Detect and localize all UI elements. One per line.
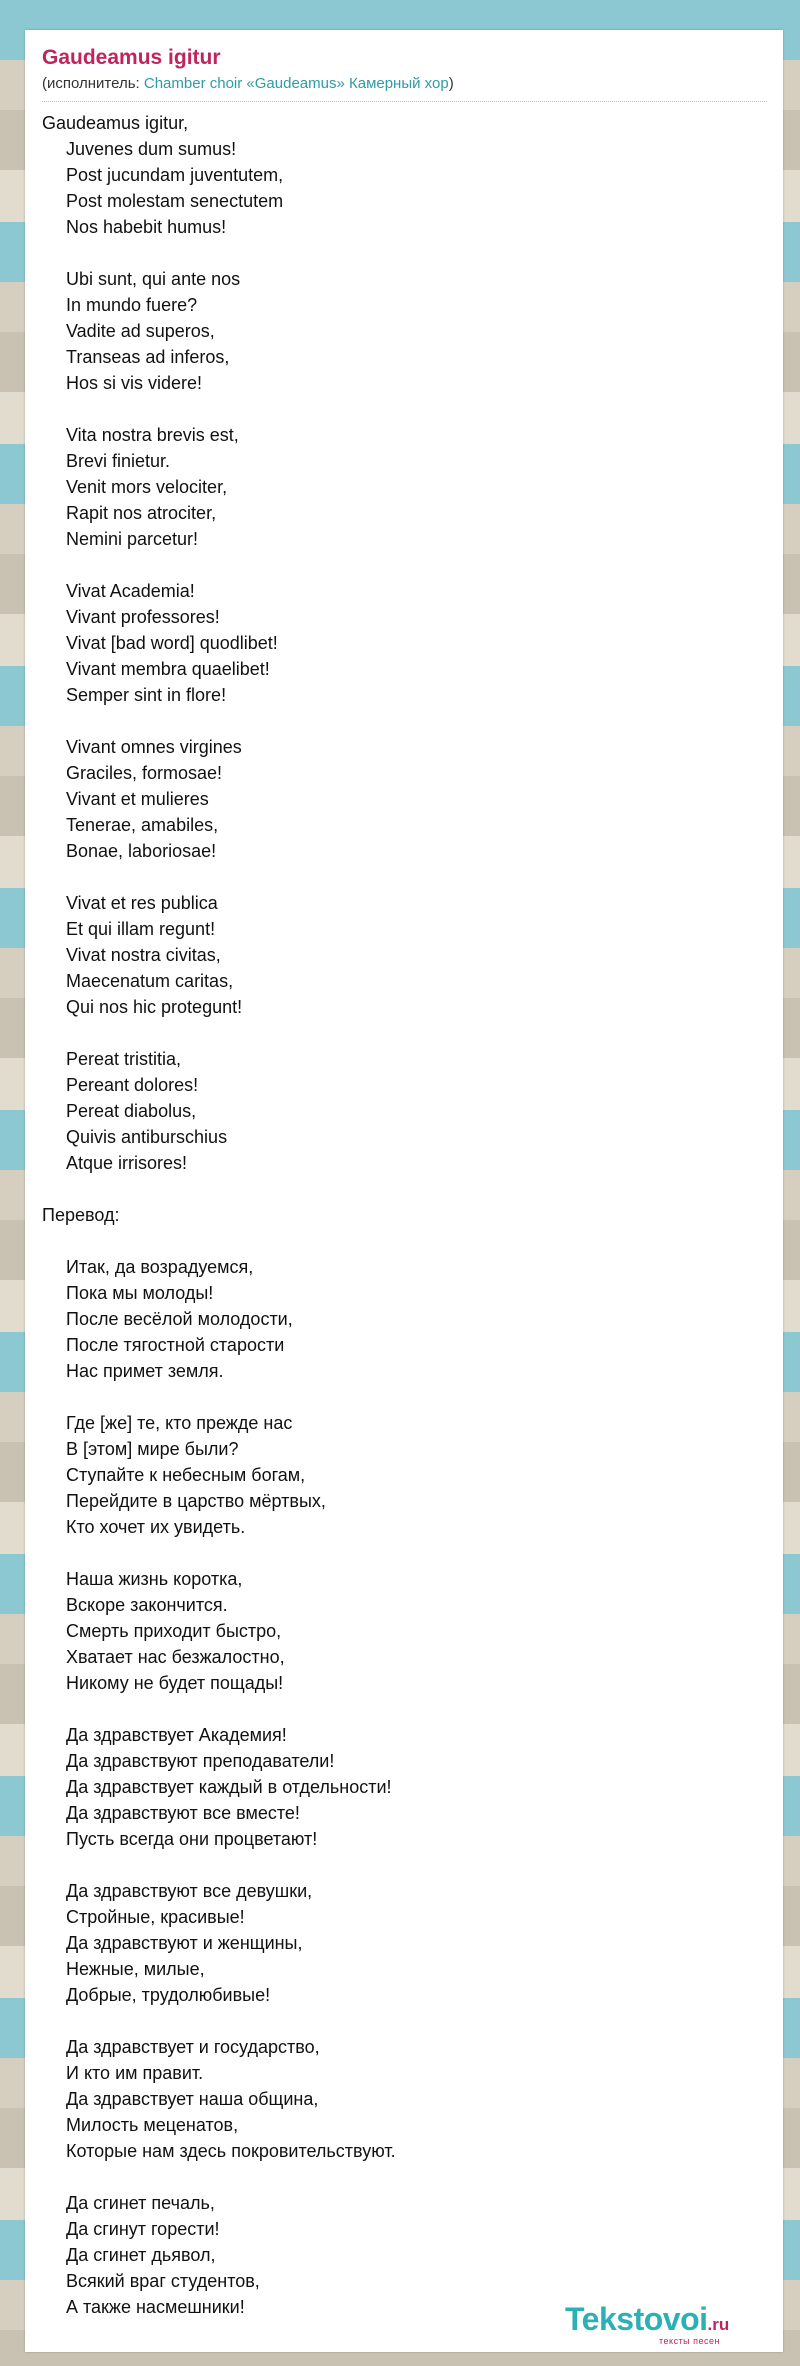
lyric-line: Post molestam senectutem [66, 191, 284, 211]
lyric-line: Кто хочет их увидеть. [66, 1517, 246, 1537]
stanza-gap [42, 708, 783, 734]
lyric-line: Да здравствует наша община, [66, 2089, 319, 2109]
lyric-line: Vivant professores! [66, 607, 220, 627]
stanza-gap [42, 864, 783, 890]
lyric-line: Да здравствуют все девушки, [66, 1881, 313, 1901]
lyric-line: Пока мы молоды! [66, 1283, 214, 1303]
logo-tld: .ru [707, 2315, 730, 2334]
site-logo[interactable] [565, 2301, 765, 2346]
lyric-line: Vivant et mulieres [66, 789, 209, 809]
performer-line [42, 74, 767, 94]
lyric-line: Да здравствуют все вместе! [66, 1803, 300, 1823]
lyric-line: Пусть всегда они процветают! [66, 1829, 318, 1849]
performer-suffix: ) [448, 75, 454, 92]
lyric-line: Atque irrisores! [66, 1153, 188, 1173]
lyric-line: Где [же] те, кто прежде нас [66, 1413, 293, 1433]
lyric-line: Vadite ad superos, [66, 321, 215, 341]
lyric-line: Maecenatum caritas, [66, 971, 234, 991]
stanza-gap [42, 1696, 783, 1722]
lyric-line: Tenerae, amabiles, [66, 815, 219, 835]
lyric-line: Да здравствует Академия! [66, 1725, 287, 1745]
lyric-line: Vivat et res publica [66, 893, 218, 913]
stanza-gap [42, 2164, 783, 2190]
lyric-line: Да сгинет печаль, [66, 2193, 215, 2213]
lyric-line: Venit mors velociter, [66, 477, 228, 497]
lyric-line: Juvenes dum sumus! [66, 139, 237, 159]
stanza-gap [42, 2008, 783, 2034]
lyric-line: Brevi finietur. [66, 451, 171, 471]
lyric-line: Которые нам здесь покровительствуют. [66, 2141, 396, 2161]
stanza-gap [42, 1176, 783, 1202]
lyric-line: После тягостной старости [66, 1335, 285, 1355]
lyric-line: Да здравствует каждый в отдельности! [66, 1777, 392, 1797]
lyric-line: Bonae, laboriosae! [66, 841, 217, 861]
lyric-line: В [этом] мире были? [66, 1439, 239, 1459]
lyric-line: Никому не будет пощады! [66, 1673, 284, 1693]
lyric-line: Да сгинут горести! [66, 2219, 220, 2239]
lyric-line: Nemini parcetur! [66, 529, 199, 549]
lyric-line: Post jucundam juventutem, [66, 165, 284, 185]
lyrics-text [25, 102, 783, 2320]
lyric-line: Перевод: [42, 1205, 120, 1225]
lyric-line: Gaudeamus igitur, [42, 113, 189, 133]
logo-tagline: тексты песен [659, 2336, 721, 2346]
lyric-line: Нежные, милые, [66, 1959, 205, 1979]
lyric-line: Добрые, трудолюбивые! [66, 1985, 271, 2005]
stanza-gap [42, 240, 783, 266]
lyric-line: Vivant membra quaelibet! [66, 659, 270, 679]
lyric-line: Quivis antiburschius [66, 1127, 228, 1147]
lyric-line: Semper sint in flore! [66, 685, 227, 705]
lyric-line: Transeas ad inferos, [66, 347, 230, 367]
stanza-gap [42, 1852, 783, 1878]
lyric-line: Хватает нас безжалостно, [66, 1647, 285, 1667]
lyric-line: Да здравствует и государство, [66, 2037, 320, 2057]
lyric-line: Pereant dolores! [66, 1075, 199, 1095]
stanza-gap [42, 552, 783, 578]
lyric-line: Nos habebit humus! [66, 217, 227, 237]
lyric-line: Ступайте к небесным богам, [66, 1465, 306, 1485]
stanza-gap [42, 396, 783, 422]
lyric-line: Rapit nos atrociter, [66, 503, 217, 523]
lyric-line: In mundo fuere? [66, 295, 198, 315]
stanza-gap [42, 1540, 783, 1566]
lyric-line: Смерть приходит быстро, [66, 1621, 282, 1641]
lyric-line: Vivat [bad word] quodlibet! [66, 633, 278, 653]
logo-main-text: Tekstovoi [565, 2301, 708, 2337]
lyric-line: Перейдите в царство мёртвых, [66, 1491, 326, 1511]
lyric-line: Нас примет земля. [66, 1361, 224, 1381]
stanza-gap [42, 1228, 783, 1254]
lyric-line: Наша жизнь коротка, [66, 1569, 243, 1589]
lyric-line: Итак, да возрадуемся, [66, 1257, 254, 1277]
lyric-line: Graciles, formosae! [66, 763, 223, 783]
lyric-line: Вскоре закончится. [66, 1595, 228, 1615]
lyric-line: Ubi sunt, qui ante nos [66, 269, 241, 289]
lyric-line: А также насмешники! [66, 2297, 245, 2317]
lyric-line: Да сгинет дьявол, [66, 2245, 216, 2265]
lyrics-page [25, 30, 783, 2352]
lyric-line: Pereat tristitia, [66, 1049, 182, 1069]
lyric-line: Hos si vis videre! [66, 373, 203, 393]
lyric-line: Vivat Academia! [66, 581, 195, 601]
lyric-line: Vivant omnes virgines [66, 737, 242, 757]
stanza-gap [42, 1020, 783, 1046]
lyric-line: Стройные, красивые! [66, 1907, 245, 1927]
lyric-line: После весёлой молодости, [66, 1309, 293, 1329]
performer-link[interactable]: Chamber choir «Gaudeamus» Камерный хор [143, 75, 449, 92]
lyric-line: И кто им правит. [66, 2063, 204, 2083]
lyric-line: Милость меценатов, [66, 2115, 239, 2135]
lyric-line: Всякий враг студентов, [66, 2271, 260, 2291]
lyric-line: Qui nos hic protegunt! [66, 997, 243, 1017]
lyric-line: Да здравствуют и женщины, [66, 1933, 303, 1953]
song-title: Gaudeamus igitur [42, 46, 221, 69]
lyric-line: Vivat nostra civitas, [66, 945, 221, 965]
lyric-line: Да здравствуют преподаватели! [66, 1751, 335, 1771]
song-header [25, 30, 783, 102]
lyric-line: Pereat diabolus, [66, 1101, 197, 1121]
stanza-gap [42, 1384, 783, 1410]
performer-prefix: (исполнитель: [42, 75, 144, 92]
lyric-line: Vita nostra brevis est, [66, 425, 239, 445]
lyric-line: Et qui illam regunt! [66, 919, 216, 939]
